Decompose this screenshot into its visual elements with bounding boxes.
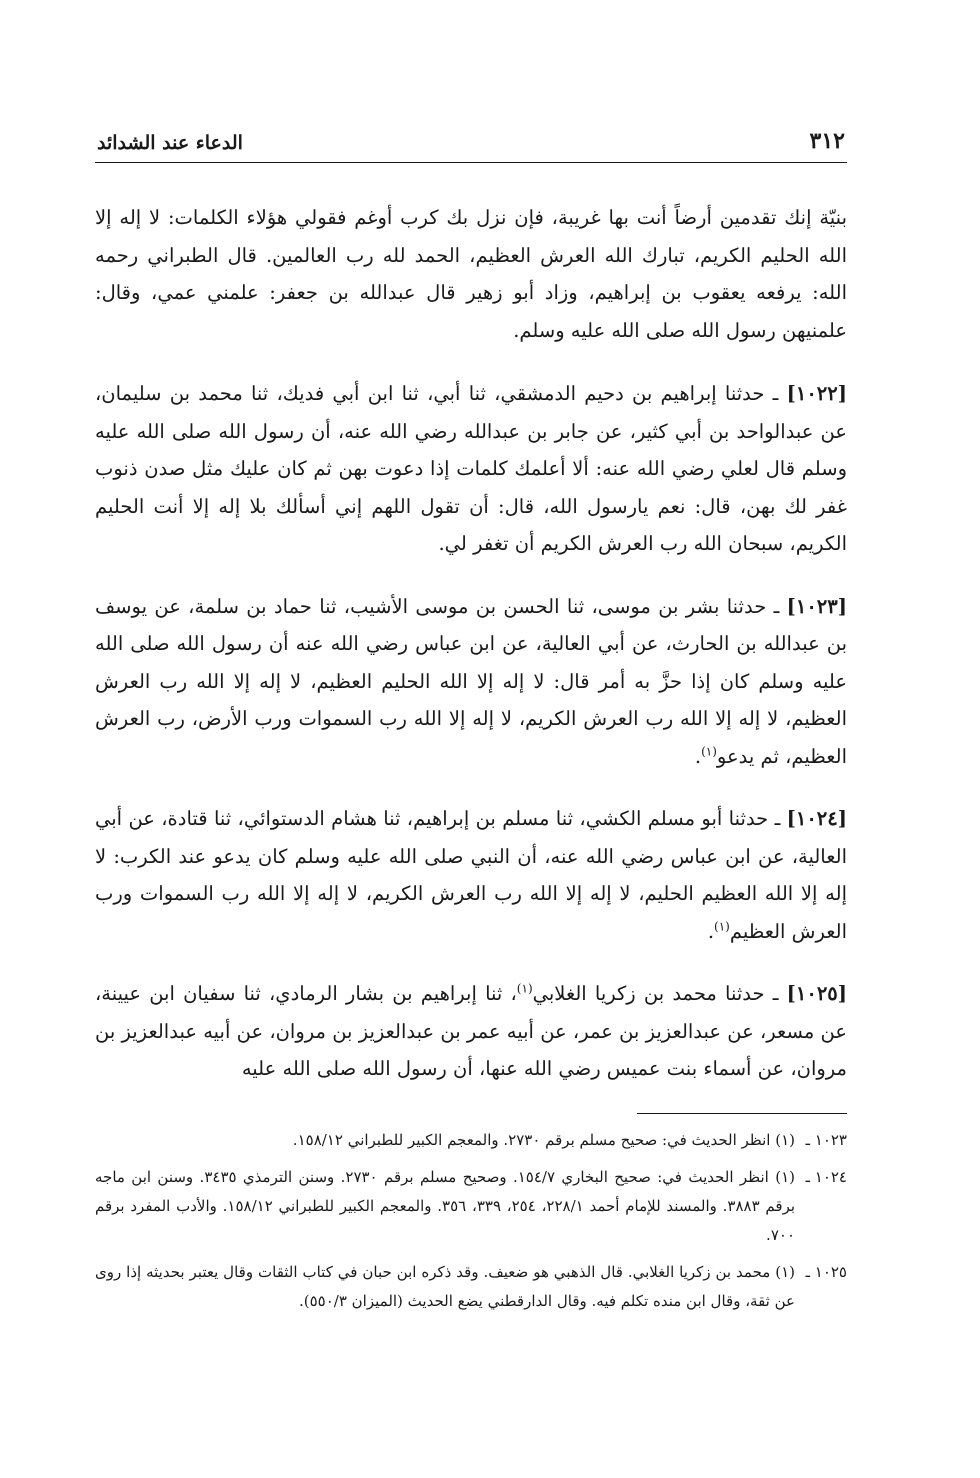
footnote-rule (637, 1113, 847, 1114)
footnote-ref: ١٠٢٣ ـ (805, 1130, 847, 1149)
hadith-number: [١٠٢٢] (786, 382, 847, 405)
footnote-marker: (١) (701, 744, 717, 758)
main-text (95, 199, 847, 1088)
footnote-1024 (95, 1163, 847, 1250)
footnote-text: (١) انظر الحديث في: صحيح البخاري ١٥٤/٧. وصحيح مسلم برقم ٢٧٣٠. وسنن الترمذي ٣٤٣٥. وسنن ابن ماجه برقم ٣٨٨٣. والمسند للإمام أحمد ٢٢٨/١، ٢٥٤، ٣٣٩، ٣٥٦. والمعجم الكبير للطبراني ١٥٨/١٢. والأدب المفرد برقم ٧٠٠. (95, 1167, 796, 1244)
paragraph-continuation (95, 199, 847, 349)
footnote-marker: (١) (516, 981, 533, 996)
paragraph-text: ـ حدثنا إبراهيم بن دحيم الدمشقي، ثنا أبي، ثنا ابن أبي فديك، ثنا محمد بن سليمان، عن عبدالواحد بن أبي كثير، عن جابر بن عبدالله رضي الله عنه، أن رسول الله صلى الله عليه وسلم قال لعلي رضي الله عنه: ألا أعلمك كلمات إذا دعوت بهن ثم كان عليك مثل صدن ذنوب غفر لك بهن، قال: نعم يارسول الله، قال: أن تقول اللهم إني أسألك بلا إله إلا أنت الحليم الكريم، سبحان الله رب العرش الكريم أن تغفر لي. (95, 382, 847, 555)
footnote-ref: ١٠٢٤ ـ (805, 1167, 847, 1186)
paragraph-text: بنيّة إنك تقدمين أرضاً أنت بها غريبة، فإن نزل بك كرب أوغم فقولي هؤلاء الكلمات: لا إله إلا الله الحليم الكريم، تبارك الله العرش العظيم، الحمد لله رب العالمين. قال الطبراني رحمه الله: يرفعه يعقوب بن إبراهيم، وزاد أبو زهير قال عبدالله بن جعفر: علمني عمي، وقال: علمنيهن رسول الله صلى الله عليه وسلم. (95, 206, 847, 342)
paragraph-text-end: ، ثنا إبراهيم بن بشار الرمادي، ثنا سفيان ابن عيينة، عن مسعر، عن عبدالعزيز بن عمر، عن أبيه عمر بن عبدالعزيز بن مروان، عن أبيه عبدالعزيز بن مروان، عن أسماء بنت عميس رضي الله عنها، أن رسول الله صلى الله عليه (95, 982, 847, 1080)
hadith-1025 (95, 975, 847, 1088)
footnote-1023 (95, 1126, 847, 1155)
page-number: ٣١٢ (809, 128, 845, 154)
hadith-number: [١٠٢٤] (786, 807, 847, 830)
paragraph-text: ـ حدثنا أبو مسلم الكشي، ثنا مسلم بن إبراهيم، ثنا هشام الدستوائي، ثنا قتادة، عن أبي العالية، عن ابن عباس رضي الله عنه، أن النبي صلى الله عليه وسلم كان يدعو عند الكرب: لا إله إلا الله العظيم الحليم، لا إله إلا الله رب العرش الكريم، لا إله إلا الله رب السموات ورب العرش العظيم (95, 807, 847, 943)
running-title: الدعاء عند الشدائد (97, 132, 243, 154)
header-rule (95, 162, 847, 163)
running-header (95, 118, 847, 160)
footnotes (95, 1126, 847, 1316)
hadith-1023 (95, 588, 847, 776)
hadith-number: [١٠٢٥] (786, 982, 848, 1005)
book-page (95, 118, 847, 1458)
paragraph-text: ـ حدثنا محمد بن زكريا الغلابي (532, 982, 787, 1005)
hadith-1024 (95, 800, 847, 950)
footnote-text: (١) محمد بن زكريا الغلابي. قال الذهبي هو ضعيف. وقد ذكره ابن حبان في كتاب الثقات وقال يعتبر بحديثه إذا روى عن ثقة، وقال ابن منده تكلم فيه. وقال الدارقطني يضع الحديث (الميزان ٥٥٠/٣). (95, 1262, 795, 1310)
paragraph-text: ـ حدثنا بشر بن موسى، ثنا الحسن بن موسى الأشيب، ثنا حماد بن سلمة، عن يوسف بن عبدالله بن الحارث، عن أبي العالية، عن ابن عباس رضي الله عنه أن رسول الله صلى الله عليه وسلم كان إذا حزَّ به أمر قال: لا إله إلا الله الحليم العظيم، لا إله إلا الله رب العرش العظيم، لا إله إلا الله رب العرش الكريم، لا إله إلا الله رب السموات ورب الأرض، رب العرش العظيم، ثم يدعو (95, 594, 847, 768)
footnote-ref: ١٠٢٥ ـ (805, 1262, 847, 1281)
footnote-text: (١) انظر الحديث في: صحيح مسلم برقم ٢٧٣٠. والمعجم الكبير للطبراني ١٥٨/١٢. (292, 1130, 795, 1149)
paragraph-text-end: . (694, 744, 702, 768)
footnote-marker: (١) (714, 919, 730, 933)
paragraph-text-end: . (707, 919, 715, 943)
footnote-1025 (95, 1258, 847, 1316)
hadith-1022 (95, 375, 847, 563)
hadith-number: [١٠٢٣] (786, 594, 847, 618)
